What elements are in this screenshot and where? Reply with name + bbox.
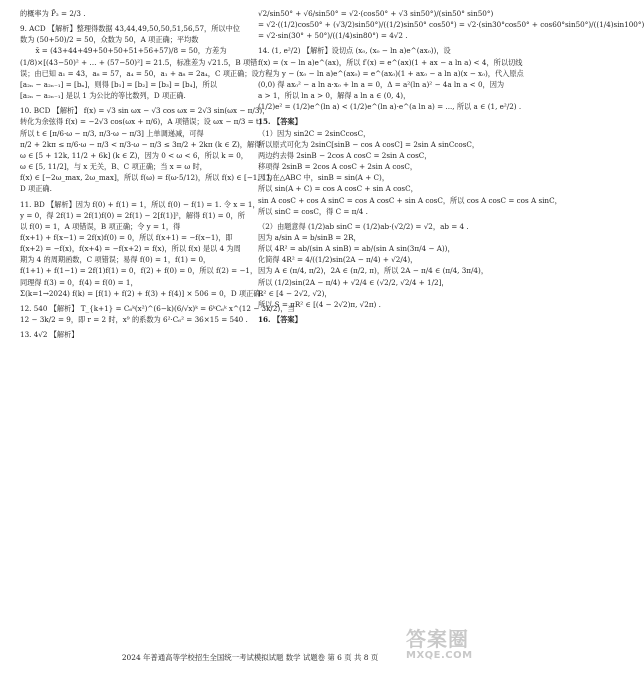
answer-14-line: 14. (1, e²/2) 【解析】设切点 (x₀, (x₀ − ln a)e^(ax₀))，设 xyxy=(258,46,451,56)
text-line: [a₂ₙ − a₂ₙ₋₁] = [bₙ]，则得 [b₁] = [b₂] = [b₃] = [b₄]，所以 xyxy=(20,79,217,89)
formula-line: x̄ = (43+44+49+50+50+51+56+57)/8 = 50，方差为 xyxy=(35,46,227,56)
text-line: 12 − 3k/2 = 9，即 r = 2 时，x⁹ 的系数为 6²·C₆² = 36×15 = 540 . xyxy=(20,315,248,325)
formula-line: 因为 A ∈ (π/4, π/2)，2A ∈ (π/2, π)，所以 2A − π/4 ∈ (π/4, 3π/4)， xyxy=(258,266,489,276)
text-line: 所以原式可化为 2sinC[sinB − cos A cosC] = 2sin A sinCcosC， xyxy=(258,139,480,149)
text-line: f(x+2) = −f(x)，f(x+4) = −f(x+2) = f(x)，所以 f(x) 是以 4 为周 xyxy=(20,244,241,254)
text-line: 同理得 f(3) = 0，f(4) = f(0) = 1， xyxy=(20,277,138,287)
text-line: 转化为余弦得 f(x) = −2√3 cos(ωx + π/6)，A 项错误；设 ωx − π/3 = t， xyxy=(20,117,267,127)
text-line: 误；由已知 a₁ = 43，a₈ = 57，a₄ = 50，a₁ + a₈ = 2a₄，C 项正确；设 xyxy=(20,68,259,78)
answer-15-heading: 15. 【答案】 xyxy=(258,117,302,127)
answer-9-line: 9. ACD 【解析】整理得数据 43,44,49,50,50,51,56,57，所以中位 xyxy=(20,24,240,34)
formula-line: (1/2)e² = (1/2)e^(ln a) < (1/2)e^(ln a)·e^(a ln a) = ..., 所以 a ∈ (1, e²/2) . xyxy=(258,102,522,112)
text-line: 方程为 y − (x₀ − ln a)e^(ax₀) = e^(ax₀)(1 + ax₀ − a ln a)(x − x₀)，代入原点 xyxy=(258,68,524,78)
watermark-line-1: 答案圈 xyxy=(406,627,469,651)
formula-line: 所以 (1/2)sin(2A − π/4) + √2/4 ∈ (√2/2, √2/4 + 1/2]， xyxy=(258,277,449,287)
formula-line: = √2·((1/2)cos50° + (√3/2)sin50°)/((1/2)sin50° cos50°) = √2·(sin30°cos50° + cos60°sin50°)/((1/4)sin100°) xyxy=(258,20,644,30)
watermark-logo xyxy=(406,628,492,668)
formula-line: 所以 S = πR² ∈ [(4 − 2√2)π, √2π) . xyxy=(258,299,381,309)
text-line: (0,0) 得 ax₀² − a ln a·x₀ + ln a = 0，Δ = a²(ln a)² − 4a ln a < 0，因为 xyxy=(258,79,505,89)
text-line: 所以 sinC = cosC，得 C = π/4 . xyxy=(258,206,368,216)
formula-line: R² ∈ [4 − 2√2, √2)， xyxy=(258,288,332,298)
formula-line: 所以 4R² = ab/(sin A sinB) = ab/(sin A sin(3π/4 − A))， xyxy=(258,244,455,254)
formula-line: (1/8)×[(43−50)² + … + (57−50)²] = 21.5，标准差为 √21.5，B 项错 xyxy=(20,57,258,67)
text-line: 期为 4 的周期函数，C 项错误；易得 f(0) = 1，f(1) = 0， xyxy=(20,255,211,265)
text-line: f(1+1) + f(1−1) = 2f(1)f(1) = 0，f(2) + f(0) = 0，所以 f(2) = −1， xyxy=(20,266,258,276)
text-line: sin A cosC + cos A sinC = cos A cosC + sin A cosC，所以 cos A cosC = cos A sinC， xyxy=(258,195,562,205)
formula-line: ω ∈ [5 + 12k, 11/2 + 6k] (k ∈ Z)，因为 0 < ω < 6，所以 k = 0， xyxy=(20,150,248,160)
answer-12-line: 12. 540 【解析】 T_{k+1} = C₆ᵏ(x²)^(6−k)(6/√x)ᵏ = 6ᵏC₆ᵏ x^(12 − 3k/2)，当 xyxy=(20,303,295,313)
text-line: （1）因为 sin2C = 2sinCcosC， xyxy=(258,128,371,138)
formula-line: ω ∈ [5, 11/2]，与 x 无关，B、C 项正确；当 x = ω 时， xyxy=(20,162,207,172)
text-line: f(x) = (x − ln a)e^(ax)，所以 f′(x) = e^(ax)(1 + ax − a ln a) < 4，所以切线 xyxy=(258,57,523,67)
text-line: D 项正确. xyxy=(20,184,52,194)
answer-16-heading: 16. 【答案】 xyxy=(258,315,302,325)
text-line: 的概率为 P̄₂ = 2/3 . xyxy=(20,9,86,18)
text-line: 数为 (50+50)/2 = 50，众数为 50，A 项正确；平均数 xyxy=(20,35,199,45)
formula-line: 化简得 4R² = 4/((1/2)sin(2A − π/4) + √2/4)， xyxy=(258,255,418,265)
formula-line: 因为 a/sin A = b/sinB = 2R， xyxy=(258,232,361,242)
text-line: （2）由题意得 (1/2)ab sinC = (1/2)ab·(√2/2) = √2，ab = 4 . xyxy=(258,221,469,231)
formula-line: = √2·sin(30° + 50°)/((1/4)sin80°) = 4√2 . xyxy=(258,31,408,41)
text-line: f(x+1) + f(x−1) = 2f(x)f(0) = 0，所以 f(x+1) = −f(x−1)，即 xyxy=(20,232,233,242)
text-line: [a₂ₙ − a₂ₙ₋₁] 是以 1 为公比的等比数列，D 项正确. xyxy=(20,91,186,101)
formula-line: √2/sin50° + √6/sin50° = √2·(cos50° + √3 sin50°)/(sin50° sin50°) xyxy=(258,9,494,18)
answer-13-line: 13. 4√2 【解析】 xyxy=(20,330,79,340)
formula-line: Σ(k=1→2024) f(k) = [f(1) + f(2) + f(3) + f(4)] × 506 = 0，D 项正确. xyxy=(20,288,263,298)
answer-10-line: 10. BCD 【解析】 f(x) = √3 sin ωx − √3 cos ωx = 2√3 sin(ωx − π/3)， xyxy=(20,106,270,116)
text-line: 所以 sin(A + C) = cos A cosC + sin A cosC， xyxy=(258,184,418,194)
formula-line: π/2 + 2kπ ≤ π/6·ω − π/3 < π/3·ω − π/3 ≤ 3π/2 + 2kπ (k ∈ Z)，解得 xyxy=(20,139,262,149)
text-line: 移项得 2sinB = 2cos A cosC + 2sin A cosC， xyxy=(258,162,418,172)
watermark-line-2: MXQE.COM xyxy=(406,650,473,661)
text-line: 所以 t ∈ [π/6·ω − π/3, π/3·ω − π/3] 上单调递减，可得 xyxy=(20,128,204,138)
text-line: a > 1，所以 ln a > 0，解得 a ln a ∈ (0, 4)， xyxy=(258,91,411,101)
text-line: y = 0，得 2f(1) = 2f(1)f(0) = 2f(1) − 2[f(1)]²，解得 f(1) = 0，所 xyxy=(20,210,245,220)
text-line: 因为在△ABC 中，sinB = sin(A + C)， xyxy=(258,173,390,183)
right-column xyxy=(258,8,644,325)
text-line: 以 f(0) = 1，A 项错误，B 项正确；令 y = 1，得 xyxy=(20,221,181,231)
page-footer: 2024 年普通高等学校招生全国统一考试模拟试题 数学 试题卷 第 6 页 共 8 页 xyxy=(121,653,379,662)
text-line: 两边约去得 2sinB − 2cos A cosC = 2sin A cosC， xyxy=(258,150,432,160)
formula-line: f(x) ∈ [−2ω_max, 2ω_max]，所以 f(ω) = f(ω·5/12)，所以 f(x) ∈ [−1, 1]， xyxy=(20,173,277,183)
answer-11-line: 11. BD 【解析】因为 f(0) + f(1) = 1，所以 f(0) − f(1) = 1. 令 x = 1， xyxy=(20,199,260,209)
